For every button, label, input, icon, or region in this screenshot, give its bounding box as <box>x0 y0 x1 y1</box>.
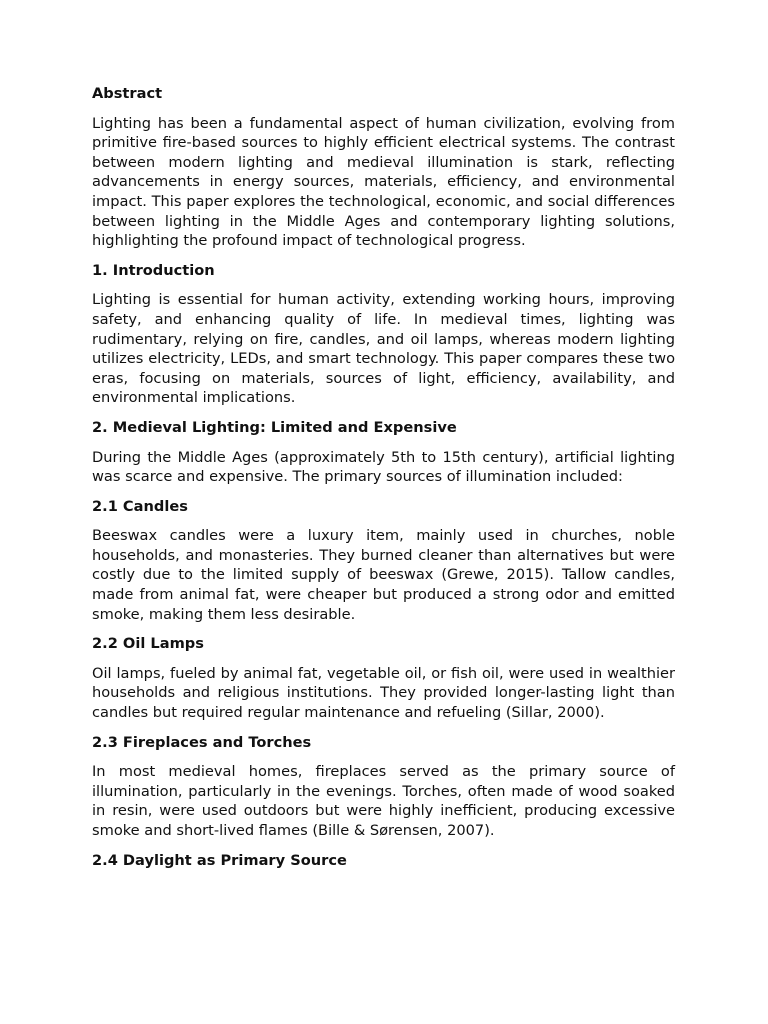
oil-lamps-body: Oil lamps, fueled by animal fat, vegetable oil, or fish oil, were used in wealthier households and religious institutions. They provided longer-lasting light than candles but required regular maintenance and refueling (Sillar, 2000). <box>92 664 675 722</box>
daylight-heading: 2.4 Daylight as Primary Source <box>92 851 347 869</box>
abstract-heading: Abstract <box>92 85 163 102</box>
abstract-body: Lighting has been a fundamental aspect of human civilization, evolving from primitive fire-based sources to highly efficient electrical systems. The contrast between modern lighting and medieval illumination is stark, reflecting advancements in energy sources, materials, efficiency, and environmental impact. This paper explores the technological, economic, and social differences between lighting in the Middle Ages and contemporary lighting solutions, highlighting the profound impact of technological progress. <box>92 114 675 250</box>
fireplaces-body: In most medieval homes, fireplaces served as the primary source of illumination, particularly in the evenings. Torches, often made of wood soaked in resin, were used outdoors but were highly inefficient, producing excessive smoke and short-lived flames (Bille & Sørensen, 2007). <box>92 763 675 839</box>
oil-lamps-heading: 2.2 Oil Lamps <box>92 635 204 653</box>
medieval-heading: 2. Medieval Lighting: Limited and Expensive <box>92 418 457 436</box>
document-page <box>92 84 675 880</box>
candles-body: Beeswax candles were a luxury item, mainly used in churches, noble households, and monasteries. They burned cleaner than alternatives but were costly due to the limited supply of beeswax (Grewe, 2015). Tallow candles, made from animal fat, were cheaper but produced a strong odor and emitted smoke, making them less desirable. <box>92 527 675 623</box>
introduction-heading: 1. Introduction <box>92 261 215 279</box>
candles-heading: 2.1 Candles <box>92 497 188 515</box>
introduction-body: Lighting is essential for human activity, extending working hours, improving safety, and enhancing quality of life. In medieval times, lighting was rudimentary, relying on fire, candles, and oil lamps, whereas modern lighting utilizes electricity, LEDs, and smart technology. This paper compares these two eras, focusing on materials, sources of light, efficiency, availability, and environmental implications. <box>92 291 675 407</box>
fireplaces-heading: 2.3 Fireplaces and Torches <box>92 733 312 751</box>
medieval-body: During the Middle Ages (approximately 5th to 15th century), artificial lighting was scarce and expensive. The primary sources of illumination included: <box>92 448 675 486</box>
